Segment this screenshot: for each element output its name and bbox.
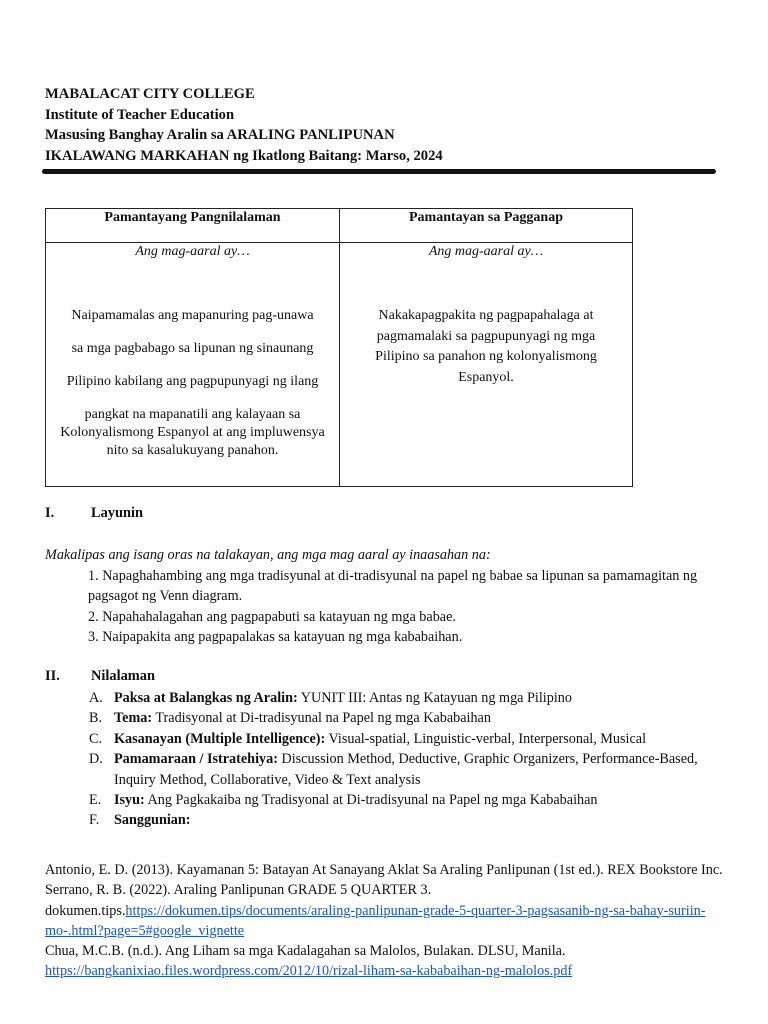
standards-table [45, 208, 633, 487]
content-standard-intro: Ang mag-aaral ay… [135, 244, 250, 259]
section-layunin-heading [45, 505, 143, 522]
content-standard-line: Pilipino kabilang ang pagpupunyagi ng ilang [66, 374, 319, 389]
quarter-and-date: IKALAWANG MARKAHAN ng Ikatlong Baitang: Marso, 2024 [45, 147, 443, 164]
reference-entry: Serrano, R. B. (2022). Araling Panlipunan GRADE 5 QUARTER 3. [45, 882, 432, 899]
reference-entry: Antonio, E. D. (2013). Kayamanan 5: Batayan At Sanayang Aklat Sa Araling Panlipunan (1st ed.). REX Bookstore Inc. [45, 862, 723, 878]
objectives-list [88, 566, 738, 648]
institute-name: Institute of Teacher Education [45, 106, 235, 123]
reference-entry [45, 961, 735, 981]
content-item: D. Pamamaraan / Istratehiya: Discussion Method, Deductive, Graphic Organizers, Performance-Based, Inquiry Method, Collaborative, Video & Text analysis [89, 751, 698, 788]
objective-item: 1. Napaghahambing ang mga tradisyunal at di-tradisyunal na papel ng babae sa lipunan sa pamamagitan ng pagsagot ng Venn diagram. [88, 568, 698, 605]
reference-link[interactable]: https://bangkanixiao.files.wordpress.com/2012/10/rizal-liham-sa-kababaihan-ng-malolos.pdf [45, 963, 573, 980]
header-divider [42, 169, 716, 174]
content-list [89, 688, 739, 831]
content-item: E. Isyu: Ang Pagkakaiba ng Tradisyonal at Di-tradisyunal na Papel ng mga Kababaihan [89, 792, 598, 809]
document-header [45, 84, 443, 166]
section-title: Nilalaman [91, 668, 155, 684]
content-standard-header: Pamantayang Pangnilalaman [46, 209, 340, 243]
content-item: C. Kasanayan (Multiple Intelligence): Visual-spatial, Linguistic-verbal, Interpersonal, Musical [89, 730, 647, 747]
reference-link[interactable]: https://dokumen.tips/documents/araling-panlipunan-grade-5-quarter-3-pagsasanib-ng-sa-bahay-suriin-mo-.html?page=5#google_vignette [45, 902, 706, 939]
section-nilalaman-heading [45, 668, 155, 685]
college-name: MABALACAT CITY COLLEGE [45, 86, 255, 102]
performance-standard-header: Pamantayan sa Pagganap [340, 209, 633, 243]
content-standard-line: pangkat na mapanatili ang kalayaan sa Kolonyalismong Espanyol at ang impluwensya nito sa kasalukuyang panahon. [60, 407, 325, 458]
section-number: II. [45, 668, 60, 684]
section-title: Layunin [91, 505, 143, 521]
references [45, 860, 735, 982]
reference-entry: Chua, M.C.B. (n.d.). Ang Liham sa mga Kadalagahan sa Malolos, Bulakan. DLSU, Manila. [45, 943, 566, 960]
content-item: B. Tema: Tradisyonal at Di-tradisyunal na Papel ng mga Kababaihan [89, 710, 491, 727]
objectives-intro: Makalipas ang isang oras na talakayan, ang mga mag aaral ay inaasahan na: [45, 547, 491, 563]
lesson-plan-title: Masusing Banghay Aralin sa ARALING PANLIPUNAN [45, 127, 395, 143]
content-item: F. Sanggunian: [89, 812, 191, 829]
objective-item: 2. Napahahalagahan ang pagpapabuti sa katayuan ng mga babae. [88, 608, 456, 625]
section-number: I. [45, 505, 55, 521]
performance-standard-cell [340, 243, 633, 487]
content-standard-line: sa mga pagbabago sa lipunan ng sinaunang [71, 341, 314, 356]
content-standard-cell [46, 243, 340, 487]
performance-standard-intro: Ang mag-aaral ay… [428, 244, 544, 259]
content-standard-line: Naipamamalas ang mapanuring pag-unawa [71, 308, 314, 323]
objective-item: 3. Naipapakita ang pagpapalakas sa katayuan ng mga kababaihan. [88, 629, 463, 646]
reference-entry: dokumen.tips.https://dokumen.tips/documents/araling-panlipunan-grade-5-quarter-3-pagsasanib-ng-sa-bahay-suriin-mo-.html?page=5#google_vignette [45, 902, 706, 939]
content-item: A. Paksa at Balangkas ng Aralin: YUNIT III: Antas ng Katayuan ng mga Pilipino [89, 690, 572, 706]
performance-standard-body: Nakakapagpakita ng pagpapahalaga at pagmamalaki sa pagpupunyagi ng mga Pilipino sa panahon ng kolonyalismong Espanyol. [375, 308, 597, 385]
